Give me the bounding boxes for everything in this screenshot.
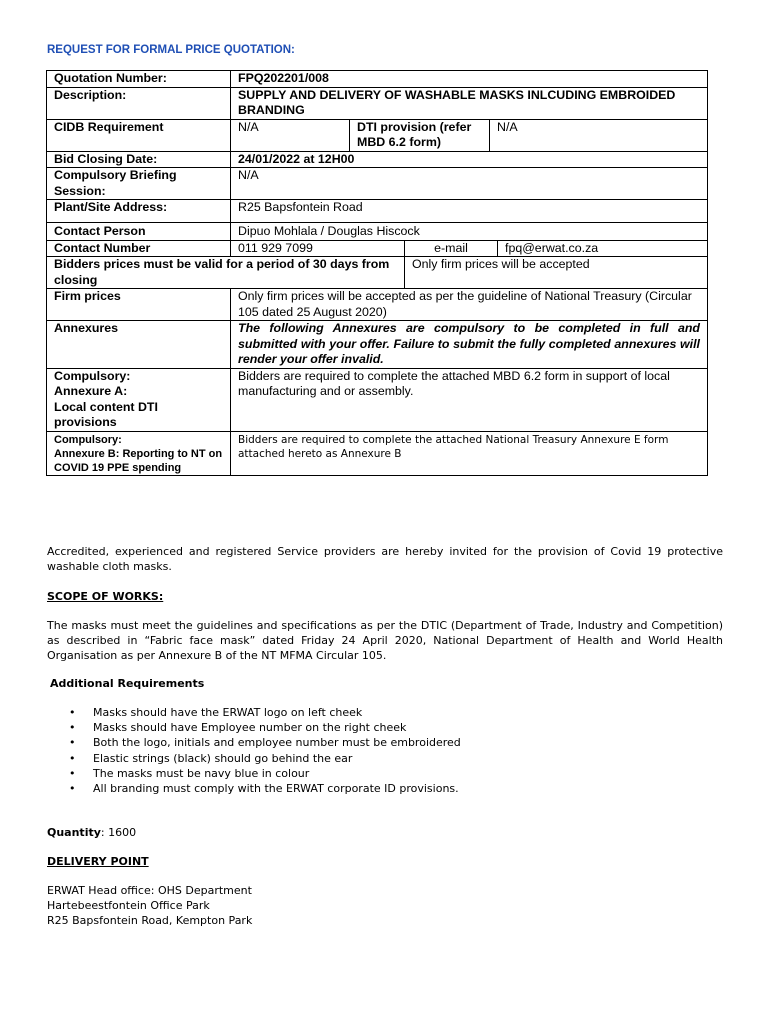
table-row — [47, 71, 708, 88]
description-value: SUPPLY AND DELIVERY OF WASHABLE MASKS INLCUDING EMBROIDED BRANDING — [231, 87, 708, 119]
annexure-b-label-line-1: Compulsory: — [54, 433, 122, 446]
contact-number-value: 011 929 7099 — [231, 240, 405, 257]
table-row — [47, 289, 708, 321]
quantity-line — [47, 825, 723, 840]
delivery-line: R25 Bapsfontein Road, Kempton Park — [47, 914, 253, 927]
briefing-label: Compulsory Briefing Session: — [47, 168, 231, 200]
annexures-label: Annexures — [47, 321, 231, 369]
quotation-number-value: FPQ202201/008 — [231, 71, 708, 88]
firm-prices-label: Firm prices — [47, 289, 231, 321]
contact-number-label: Contact Number — [47, 240, 231, 257]
scope-paragraph: The masks must meet the guidelines and specifications as per the DTIC (Department of Trade, Industry and Competition) as described in “Fabric face mask” dated Friday 24 April 2020, National Department of Health and World Health Organisation as per Annexure B of the NT MFMA Circular 105. — [47, 619, 723, 662]
scope-heading: SCOPE OF WORKS: — [47, 590, 164, 603]
list-item: • Masks should have Employee number on the right cheek — [47, 720, 723, 735]
email-label: e-mail — [405, 240, 498, 257]
site-address-label: Plant/Site Address: — [47, 200, 231, 223]
annexure-a-label — [47, 368, 231, 431]
table-row — [47, 257, 708, 289]
list-item: • Both the logo, initials and employee number must be embroidered — [47, 735, 723, 750]
quantity-label: Quantity — [47, 826, 101, 839]
annexure-a-label-line-3: Local content DTI provisions — [54, 399, 158, 429]
additional-requirements-heading: Additional Requirements — [50, 677, 205, 690]
cidb-label: CIDB Requirement — [47, 119, 231, 151]
annexure-a-label-line-2: Annexure A: — [54, 384, 128, 398]
intro-paragraph: Accredited, experienced and registered Service providers are hereby invited for the provision of Covid 19 protective washable cloth masks. — [47, 545, 723, 573]
contact-person-value: Dipuo Mohlala / Douglas Hiscock — [231, 223, 708, 241]
list-item: • All branding must comply with the ERWAT corporate ID provisions. — [47, 781, 723, 796]
table-row — [47, 321, 708, 369]
firm-prices-value: Only firm prices will be accepted as per the guideline of National Treasury (Circular 105 dated 25 August 2020) — [231, 289, 708, 321]
table-row — [47, 119, 708, 151]
email-value[interactable]: fpq@erwat.co.za — [498, 240, 708, 257]
annexure-b-value: Bidders are required to complete the attached National Treasury Annexure E form attached hereto as Annexure B — [231, 431, 708, 475]
list-item: • Masks should have the ERWAT logo on left cheek — [47, 705, 723, 720]
annexure-b-label — [47, 431, 231, 475]
annexure-b-label-line-2: Annexure B: Reporting to NT on COVID 19 PPE spending — [54, 447, 223, 474]
quantity-value: : 1600 — [100, 826, 137, 839]
contact-person-label: Contact Person — [47, 223, 231, 241]
table-row — [47, 151, 708, 168]
list-item: • The masks must be navy blue in colour — [47, 766, 723, 781]
annexure-a-value: Bidders are required to complete the attached MBD 6.2 form in support of local manufacturing and or assembly. — [231, 368, 708, 431]
annexures-value: The following Annexures are compulsory to be completed in full and submitted with your offer. Failure to submit the fully completed annexures will render your offer invalid. — [231, 321, 708, 369]
table-row — [47, 168, 708, 200]
quotation-number-label: Quotation Number: — [47, 71, 231, 88]
annexure-a-label-line-1: Compulsory: — [54, 368, 131, 383]
cidb-value: N/A — [231, 119, 350, 151]
bid-closing-value: 24/01/2022 at 12H00 — [231, 151, 708, 168]
bid-closing-label: Bid Closing Date: — [47, 151, 231, 168]
validity-label: Bidders prices must be valid for a period of 30 days from closing — [47, 257, 405, 289]
table-row — [47, 240, 708, 257]
delivery-address — [47, 883, 723, 928]
dti-label: DTI provision (refer MBD 6.2 form) — [350, 119, 490, 151]
dti-value: N/A — [490, 119, 708, 151]
validity-value: Only firm prices will be accepted — [405, 257, 708, 289]
description-label: Description: — [47, 87, 231, 119]
table-row — [47, 87, 708, 119]
table-row — [47, 368, 708, 431]
table-row — [47, 431, 708, 475]
delivery-line: Hartebeestfontein Office Park — [47, 899, 210, 912]
delivery-line: ERWAT Head office: OHS Department — [47, 884, 252, 897]
requirements-list — [47, 705, 723, 796]
list-item: • Elastic strings (black) should go behind the ear — [47, 751, 723, 766]
site-address-value: R25 Bapsfontein Road — [231, 200, 708, 223]
table-row — [47, 200, 708, 223]
briefing-value: N/A — [231, 168, 708, 200]
quotation-table — [46, 70, 708, 476]
document-heading: REQUEST FOR FORMAL PRICE QUOTATION: — [47, 44, 295, 56]
table-row — [47, 223, 708, 241]
delivery-heading: DELIVERY POINT — [47, 855, 149, 868]
